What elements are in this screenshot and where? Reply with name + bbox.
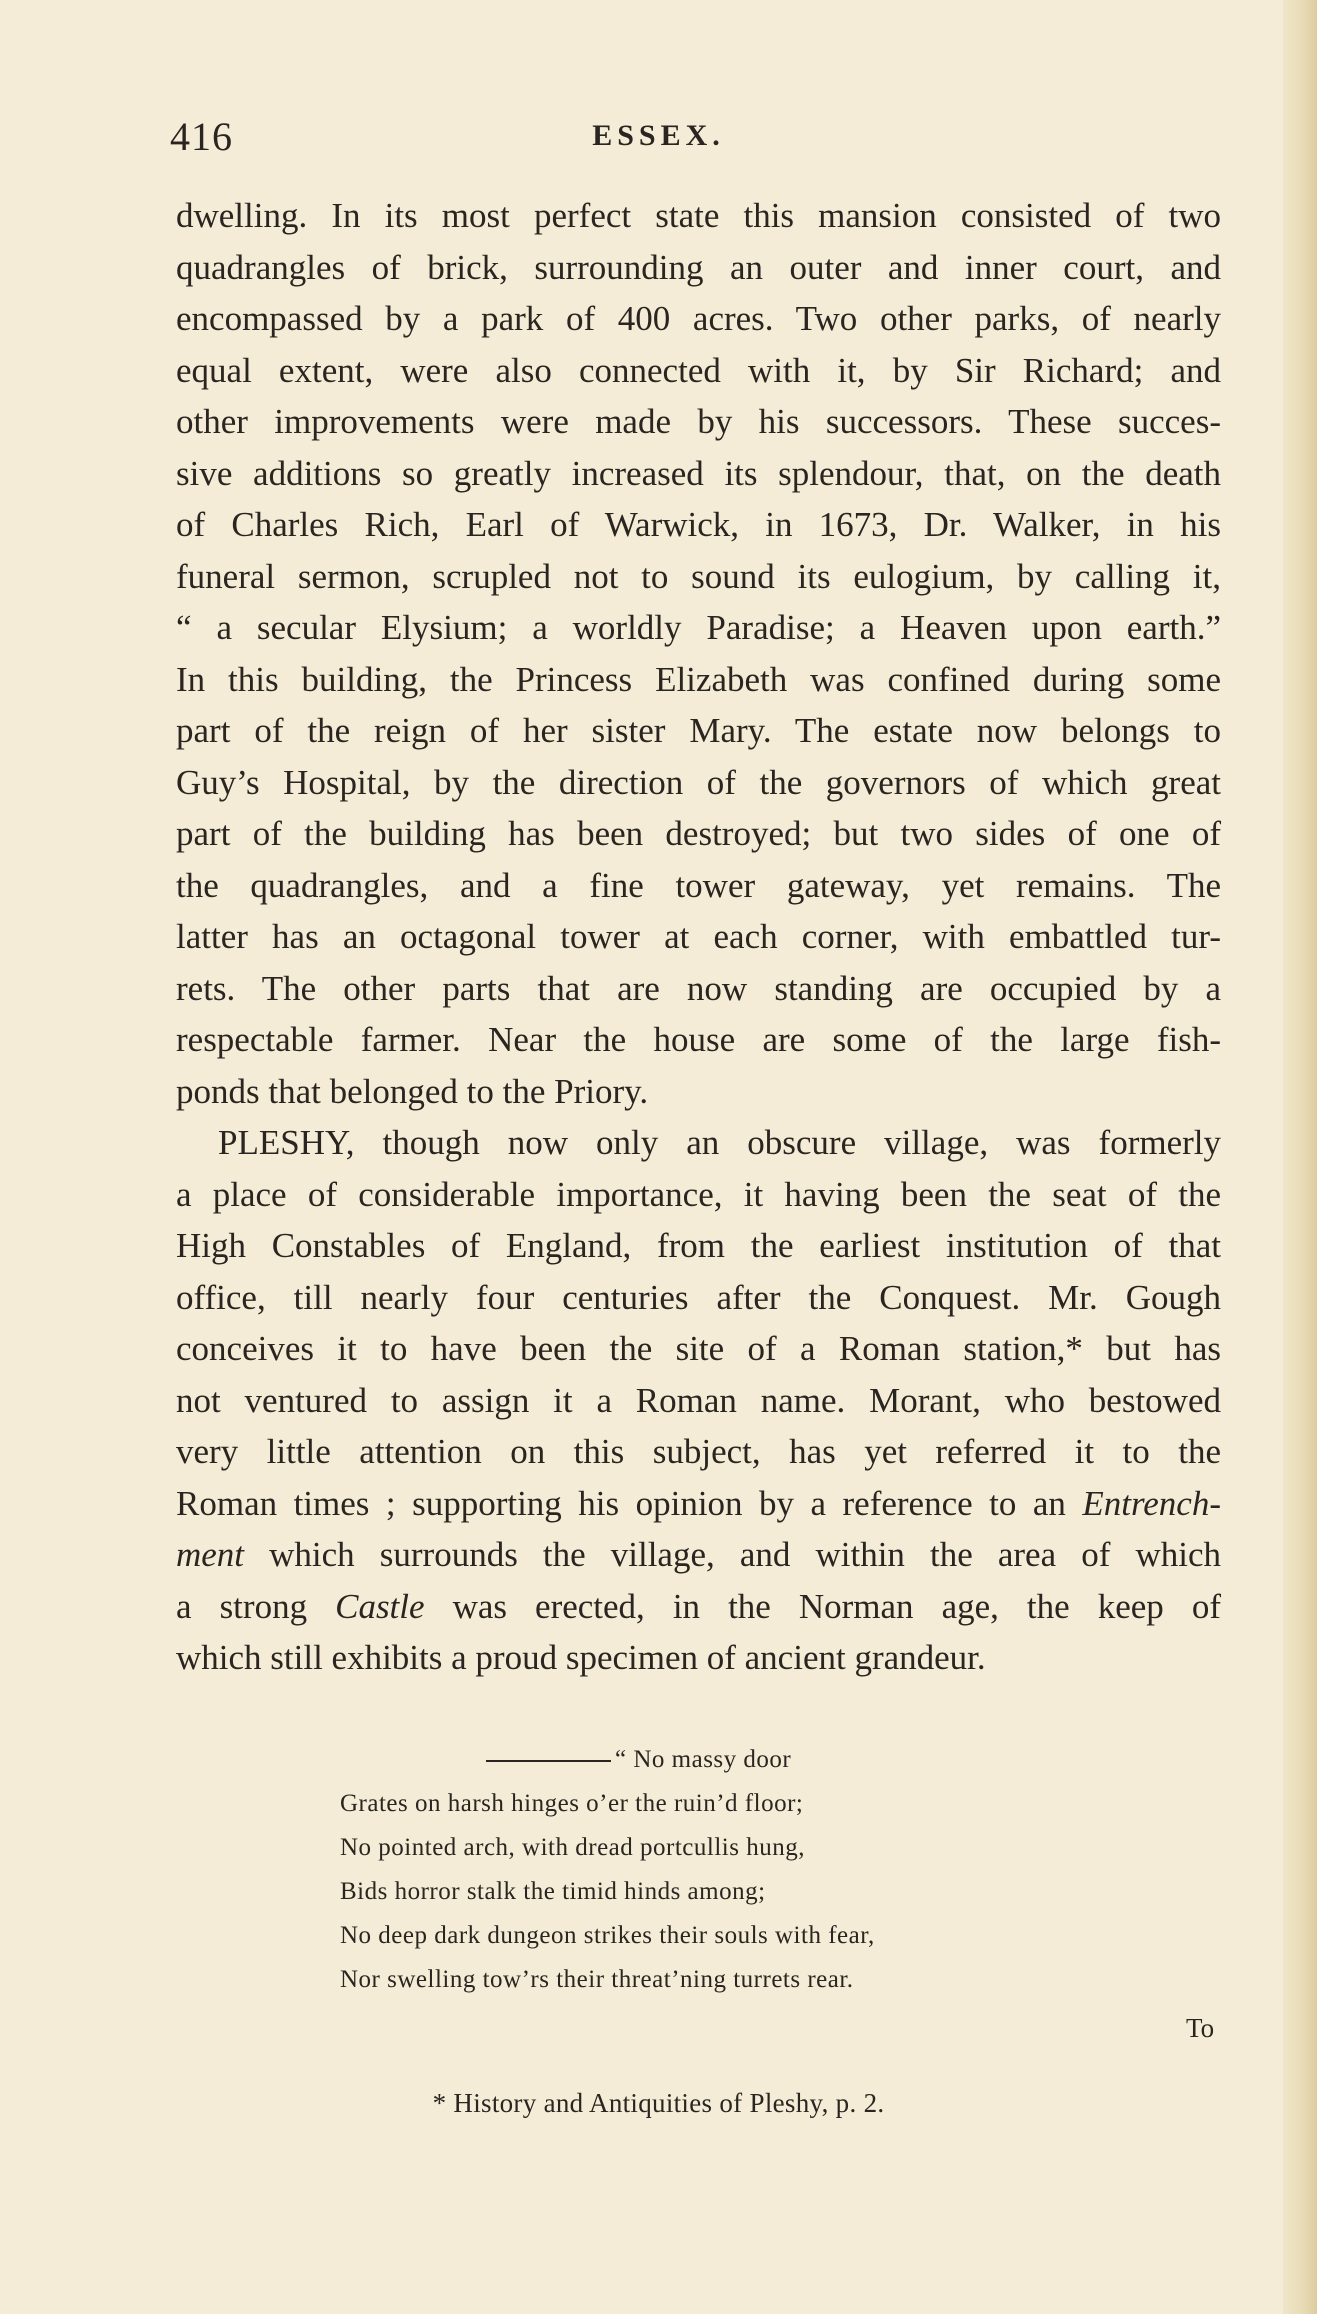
- italic-term: ment: [176, 1535, 245, 1574]
- text-line: quadrangles of brick, surrounding an outer and inner court, and: [176, 247, 1221, 287]
- text-segment: a strong: [176, 1586, 336, 1626]
- text-line: other improvements were made by his successors. These succes-: [176, 402, 1221, 441]
- text-line: the quadrangles, and a fine tower gateway, yet remains. The: [176, 865, 1221, 905]
- text-line: In this building, the Princess Elizabeth was confined during some: [176, 659, 1221, 699]
- text-line: [176, 1581, 1221, 1633]
- text-line: “ a secular Elysium; a worldly Paradise; a Heaven upon earth.”: [176, 608, 1221, 647]
- running-title: ESSEX.: [592, 119, 725, 152]
- verse-line: Grates on harsh hinges o’er the ruin’d floor;: [340, 1790, 804, 1817]
- text-line: part of the building has been destroyed; but two sides of one of: [176, 814, 1221, 853]
- text-line: [176, 1478, 1221, 1530]
- text-line: which still exhibits a proud specimen of ancient grandeur.: [176, 1638, 986, 1677]
- em-dash-rule: [486, 1760, 611, 1762]
- verse-line: Bids horror stalk the timid hinds among;: [340, 1878, 766, 1905]
- text-line: [176, 1529, 1221, 1581]
- verse-line: No deep dark dungeon strikes their souls with fear,: [340, 1922, 875, 1949]
- text-line: conceives it to have been the site of a Roman station,* but has: [176, 1329, 1221, 1368]
- italic-term: Entrench-: [1082, 1483, 1221, 1523]
- text-segment: which surrounds the village, and within the area of which: [244, 1535, 1221, 1574]
- text-line: PLESHY, though now only an obscure village, was formerly: [218, 1123, 1221, 1162]
- text-line: latter has an octagonal tower at each corner, with embattled tur-: [176, 917, 1221, 956]
- text-line: sive additions so greatly increased its splendour, that, on the death: [176, 453, 1221, 493]
- catchword: To: [1186, 2013, 1215, 2043]
- text-line: of Charles Rich, Earl of Warwick, in 1673, Dr. Walker, in his: [176, 505, 1221, 544]
- italic-term: Castle: [335, 1586, 425, 1626]
- verse-line: No pointed arch, with dread portcullis hung,: [340, 1834, 805, 1861]
- verse-quotation: [340, 1738, 1240, 2002]
- text-line: office, till nearly four centuries after the Conquest. Mr. Gough: [176, 1277, 1221, 1317]
- text-line: not ventured to assign it a Roman name. Morant, who bestowed: [176, 1380, 1221, 1420]
- text-line: part of the reign of her sister Mary. The estate now belongs to: [176, 711, 1221, 750]
- text-line: ponds that belonged to the Priory.: [176, 1071, 649, 1111]
- page-header: [0, 113, 1317, 165]
- text-line: rets. The other parts that are now standing are occupied by a: [176, 968, 1221, 1008]
- text-line: funeral sermon, scrupled not to sound its eulogium, by calling it,: [176, 556, 1221, 596]
- page-edge: [1283, 0, 1317, 2314]
- text-line: very little attention on this subject, has yet referred it to the: [176, 1432, 1221, 1471]
- text-line: respectable farmer. Near the house are some of the large fish-: [176, 1020, 1221, 1059]
- text-line: Guy’s Hospital, by the direction of the governors of which great: [176, 762, 1221, 802]
- text-line: High Constables of England, from the earliest institution of that: [176, 1226, 1221, 1265]
- footnote: * History and Antiquities of Pleshy, p. 2.: [432, 2088, 885, 2118]
- text-segment: Roman times ; supporting his opinion by a reference to an: [176, 1483, 1083, 1523]
- verse-line: [340, 1738, 1240, 1782]
- text-line: equal extent, were also connected with it, by Sir Richard; and: [176, 350, 1221, 390]
- text-line: encompassed by a park of 400 acres. Two other parks, of nearly: [176, 299, 1221, 338]
- verse-line: Nor swelling tow’rs their threat’ning turrets rear.: [340, 1966, 854, 1993]
- body-text: [176, 190, 1221, 1684]
- page-number: 416: [170, 114, 233, 159]
- text-segment: was erected, in the Norman age, the keep of: [424, 1586, 1221, 1626]
- text-line: dwelling. In its most perfect state this mansion consisted of two: [176, 196, 1221, 235]
- verse-opening: “ No massy door: [615, 1746, 792, 1773]
- text-line: a place of considerable importance, it having been the seat of the: [176, 1174, 1221, 1214]
